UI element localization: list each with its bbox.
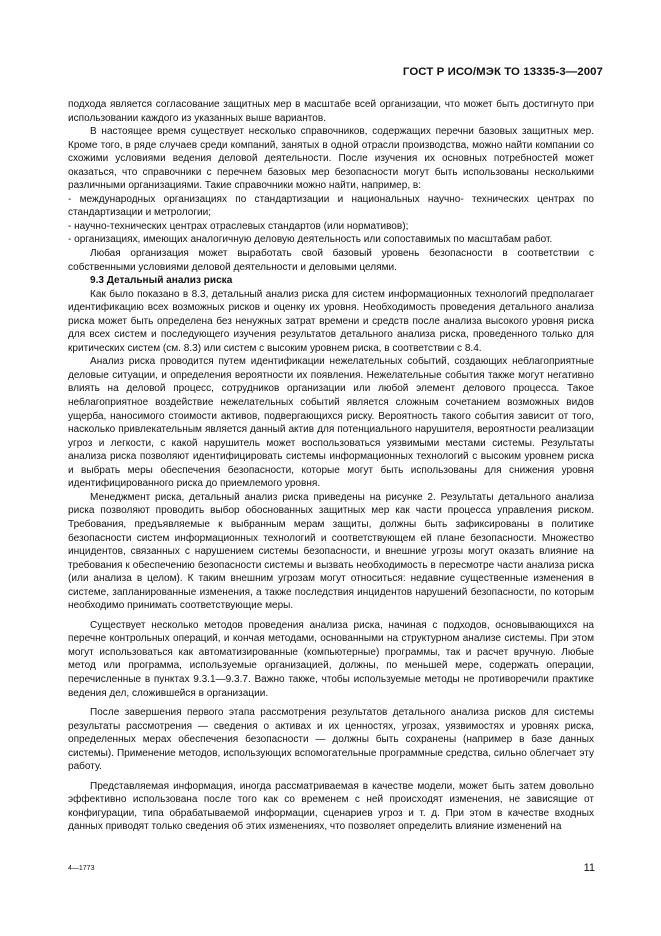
page-number: 11 — [583, 862, 595, 874]
paragraph-model-information: Представляемая информация, иногда рассматриваемая в качестве модели, может быть затем довольно эффективно использована после того как со временем с ней происходят изменения, не зависящие от конфигурации, типа обрабатываемой информации, сценариев угроз и т. д. При этом в качестве входных данных приводят только сведения об этих изменениях, что позволяет определить влияние изменений на — [68, 780, 594, 833]
list-item-international: - международных организациях по стандартизации и национальных научно- технических центрах по стандартизации и метрологии; — [68, 193, 594, 219]
paragraph-after-first-stage: После завершения первого этапа рассмотрения результатов детального анализа рисков для системы результаты рассмотрения — сведения о активах и их ценностях, угрозах, уязвимостях и уровнях риска, определенных мерах обеспечения безопасности — должны быть сохранены (например в базе данных системы). Применение методов, использующих вспомогательные программные средства, сильно облегчает эту работу. — [68, 707, 594, 773]
paragraph-detailed-analysis-intro: Как было показано в 8.3, детальный анализ риска для систем информационных технологий предполагает идентификацию всех возможных рисков и оценку их уровня. Необходимость проведения детального анализа риска может быть определена без ненужных затрат времени и средств после анализа высокого уровня риска для всех систем и последующего изучения результатов детального анализа риска, проведенного только для критических систем (см. 8.3) или систем с высоким уровнем риска, в соответствии с 8.4. — [68, 288, 594, 354]
paragraph-analysis-process: Анализ риска проводится путем идентификации нежелательных событий, создающих неблагоприятные деловые ситуации, и определения вероятности их появления. Нежелательные события также могут негативно влиять на деловой процесс, сотрудников организации или любой элемент делового процесса. Такое неблагоприятное воздействие нежелательных событий является сложным сочетанием возможных видов ущерба, наносимого стоимости активов, подвергающихся риску. Вероятность такого события зависит от того, насколько привлекательным является данный актив для потенциального нарушителя, вероятности реализации угроз и легкости, с какой нарушитель может воспользоваться уязвимыми местами системы. Результаты анализа риска позволяют идентифицировать системы информационных технологий с высоким уровнем риска и выбрать меры обеспечения безопасности, которые могут быть использованы для снижения уровня идентифицированного риска до приемлемого уровня. — [68, 356, 594, 490]
document-code-header: ГОСТ Р ИСО/МЭК ТО 13335-3—2007 — [402, 66, 603, 78]
section-heading-9-3: 9.3 Детальный анализ риска — [90, 275, 233, 287]
paragraph-risk-management: Менеджмент риска, детальный анализ риска приведены на рисунке 2. Результаты детального анализа риска позволяют проводить выбор обоснованных защитных мер как части процесса управления риском. Требования, предъявляемые к выбранным мерам защиты, должны быть зафиксированы в политике безопасности систем информационных технологий и соответствующем ей плане безопасности. Множество инцидентов, связанных с нарушением системы безопасности, и внешние угрозы могут оказать влияние на требования к обеспечению безопасности системы и вызвать необходимость в пересмотре части анализа риска (или анализа в целом). К таким внешним угрозам могут относиться: недавние существенные изменения в системе, запланированные изменения, а также последствия инцидентов нарушений безопасности, по которым необходимо принимать соответствующие меры. — [68, 491, 594, 612]
paragraph-own-baseline: Любая организация может выработать свой базовый уровень безопасности в соответствии с собственными условиями деловой деятельности и деловыми целями. — [68, 248, 594, 273]
paragraph-methods: Существует несколько методов проведения анализа риска, начиная с подходов, основывающихся на перечне контрольных операций, и кончая методами, основанными на структурном анализе системы. При этом могут использоваться как автоматизированные (компьютерные) программы, так и расчет вручную. Любые метод или программа, используемые организацией, должны, по меньшей мере, содержать операции, перечисленные в пунктах 9.3.1—9.3.7. Важно также, чтобы используемые методы не противоречили практике ведения дел, сложившейся в организации. — [68, 619, 594, 699]
page-body — [68, 98, 594, 834]
paragraph-reference-books: В настоящее время существует несколько справочников, содержащих перечни базовых защитных мер. Кроме того, в ряде случаев среди компаний, занятых в одной отрасли производства, можно найти компании со схожими условиями ведения деловой деятельности. После изучения их основных потребностей может оказаться, что справочники с перечнем базовых мер безопасности могут быть использованы несколькими различными организациями. Такие справочники можно найти, например, в: — [68, 126, 594, 192]
list-item-industry-centers: - научно-технических центрах отраслевых стандартов (или нормативов); — [68, 220, 409, 232]
list-item-similar-organizations: - организациях, имеющих аналогичную деловую деятельность или сопоставимых по масштабам работ. — [68, 234, 553, 246]
sheet-mark: 4—1773 — [68, 865, 95, 872]
paragraph-continuation: подхода является согласование защитных мер в масштабе всей организации, что может быть достигнуто при использовании каждого из указанных выше вариантов. — [68, 99, 594, 124]
